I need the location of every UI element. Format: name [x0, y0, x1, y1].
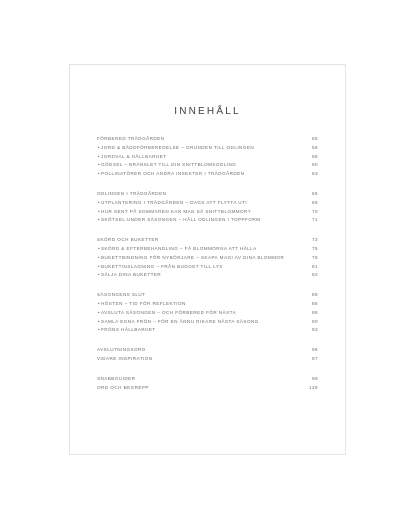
toc-page-number: 55 — [311, 136, 318, 141]
toc-entry-label: • BUKETTBINDNING FÖR NYBÖRJARE – SKAPA MAGI AV DINA BLOMMOR — [97, 254, 284, 263]
toc-entry-label: • HÖSTEN – TID FÖR REFLEKTION — [97, 300, 186, 309]
toc-heading — [97, 346, 318, 355]
toc-page-number: 71 — [311, 217, 318, 223]
document-page — [69, 64, 346, 455]
toc-subentry — [97, 153, 318, 162]
table-of-contents — [97, 135, 318, 403]
toc-entry-label: ODLINGEN I TRÄDGÅRDEN — [97, 190, 167, 196]
toc-page-number: 86 — [311, 300, 318, 306]
toc-entry-label: FÖRBERED TRÄDGÅRDEN — [97, 136, 165, 141]
toc-section — [97, 291, 318, 335]
toc-page-number: 82 — [311, 272, 318, 278]
toc-page-number: 85 — [311, 292, 318, 298]
toc-entry-label: • GÖDSEL – BRÄNSLET TILL DIN SNITTBLOMSODLING — [97, 161, 236, 170]
toc-section — [97, 236, 318, 280]
toc-page-number: 63 — [311, 171, 318, 177]
toc-subentry — [97, 161, 318, 170]
toc-entry-label: • POLLINATÖRER OCH ANDRA INSEKTER I TRÄDGÅRDEN — [97, 170, 244, 179]
toc-heading — [97, 355, 318, 364]
toc-entry-label: SNABBGUIDER — [97, 375, 136, 381]
toc-heading — [97, 190, 318, 199]
toc-entry-label: • SKÖTSEL UNDER SÄSONGEN – HÅLL ODLINGEN I TOPPFORM — [97, 216, 260, 225]
toc-subentry — [97, 170, 318, 179]
toc-section — [97, 190, 318, 225]
toc-entry-label: • SAMLA EGNA FRÖN – FÖR EN ÄNNU RIKARE NÄSTA SÄSONG — [97, 318, 259, 327]
page-title: INNEHÅLL — [174, 106, 241, 117]
toc-page-number: 128 — [308, 384, 318, 390]
toc-heading — [97, 236, 318, 245]
toc-entry-label: • HUR SENT PÅ SOMMAREN KAN MAN SÅ SNITTBLOMMOR? — [97, 208, 251, 217]
toc-page-number: 58 — [311, 153, 318, 159]
toc-subentry — [97, 309, 318, 318]
toc-entry-label: • AVSLUTA SÄSONGEN – OCH FÖRBERED FÖR NÄSTA — [97, 309, 236, 318]
toc-entry-label: ORD OCH BEGREPP — [97, 384, 149, 390]
toc-section — [97, 346, 318, 364]
toc-section — [97, 375, 318, 393]
toc-heading — [97, 135, 318, 144]
toc-subentry — [97, 144, 318, 153]
toc-page-number: 96 — [311, 347, 318, 353]
toc-page-number: 90 — [311, 318, 318, 324]
toc-subentry — [97, 208, 318, 217]
toc-entry-label: • JORD & BÄDDFÖRBEREDELSE – GRUNDEN TILL ODLINGEN — [97, 144, 254, 153]
toc-page-number: 70 — [311, 208, 318, 214]
toc-entry-label: SKÖRD OCH BUKETTER — [97, 237, 159, 243]
toc-heading — [97, 375, 318, 384]
toc-entry-label: • BUKETTINSLAGNING – FRÅN BUDGET TILL LYX — [97, 263, 223, 272]
toc-page-number: 65 — [311, 190, 318, 196]
toc-subentry — [97, 326, 318, 335]
toc-subentry — [97, 300, 318, 309]
toc-subentry — [97, 245, 318, 254]
toc-entry-label: • JORDVAL & HÅLLBARHET — [97, 153, 166, 162]
toc-entry-label: • SKÖRD & EFTERBEHANDLING – FÅ BLOMMORNA ATT HÅLLA — [97, 245, 257, 254]
toc-page-number: 99 — [311, 375, 318, 381]
toc-entry-label: VIDARE INSPIRATION — [97, 355, 153, 361]
toc-subentry — [97, 216, 318, 225]
toc-entry-label: SÄSONGENS SLUT — [97, 292, 146, 298]
toc-page-number: 76 — [311, 254, 318, 260]
toc-subentry — [97, 271, 318, 280]
toc-entry-label: • UTPLANTERING I TRÄDGÅRDEN – DAGS ATT FLYTTA UT! — [97, 199, 247, 208]
toc-subentry — [97, 254, 318, 263]
toc-subentry — [97, 199, 318, 208]
toc-page-number: 75 — [311, 245, 318, 251]
toc-page-number: 97 — [311, 355, 318, 361]
toc-subentry — [97, 263, 318, 272]
toc-page-number: 56 — [311, 144, 318, 150]
toc-entry-label: • SÄLJA DINA BUKETTER — [97, 271, 161, 280]
toc-subentry — [97, 318, 318, 327]
toc-page-number: 93 — [311, 327, 318, 333]
toc-page-number: 73 — [311, 237, 318, 243]
toc-heading — [97, 384, 318, 393]
toc-page-number: 88 — [311, 309, 318, 315]
toc-section — [97, 135, 318, 179]
toc-page-number: 66 — [311, 199, 318, 205]
toc-entry-label: • FRÖNS HÅLLBARHET — [97, 326, 156, 335]
toc-page-number: 60 — [311, 162, 318, 168]
toc-entry-label: AVSLUTNINGSORD — [97, 347, 146, 353]
toc-page-number: 81 — [311, 263, 318, 269]
toc-heading — [97, 291, 318, 300]
